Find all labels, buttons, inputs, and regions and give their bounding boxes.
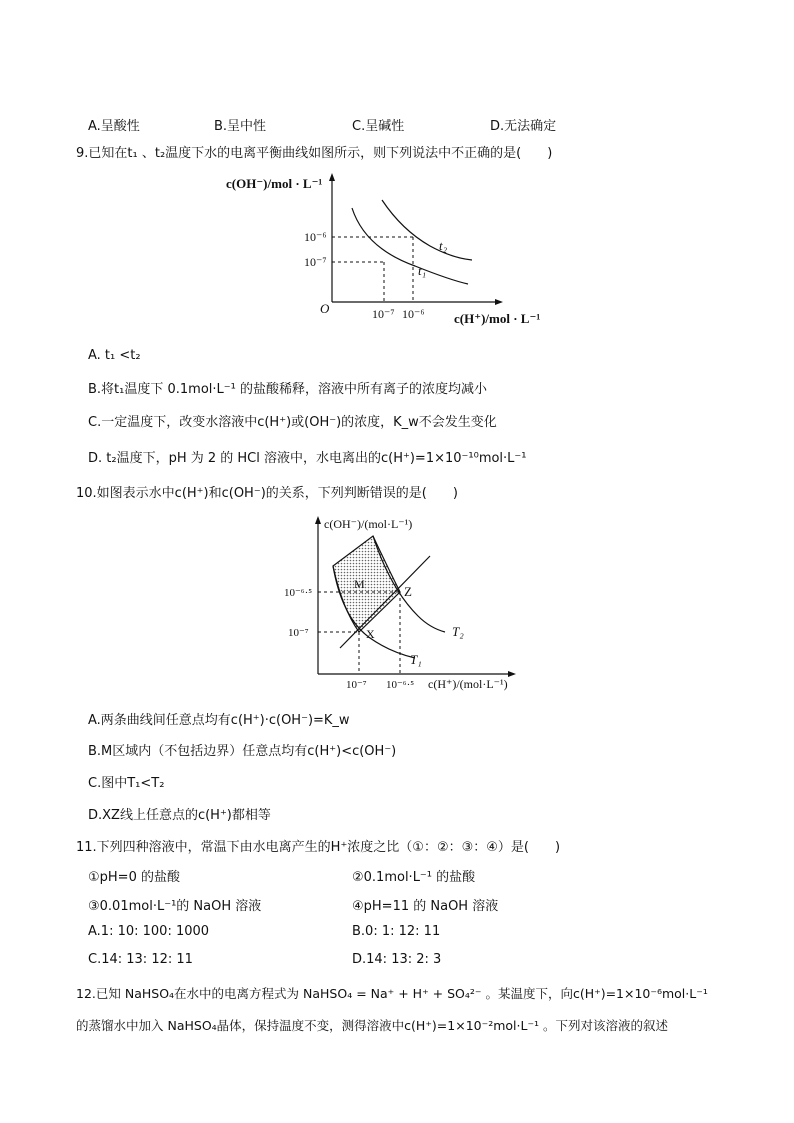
q9-option-b: B.将t₁温度下 0.1mol·L⁻¹ 的盐酸稀释，溶液中所有离子的浓度均减小 xyxy=(88,382,487,397)
fig9-y-tick-2: 10⁻⁷ xyxy=(304,255,327,269)
fig10-y-arrow xyxy=(315,516,321,524)
q9-option-d: D. t₂温度下，pH 为 2 的 HCl 溶液中，水电离出的c(H⁺)=1×10⁻¹⁰mol·L⁻¹ xyxy=(88,451,527,466)
q10-option-a: A.两条曲线间任意点均有c(H⁺)·c(OH⁻)=K_w xyxy=(88,713,350,728)
q9-option-c: C.一定温度下，改变水溶液中c(H⁺)或(OH⁻)的浓度，K_w不会发生变化 xyxy=(88,415,497,430)
fig9-y-tick-1: 10⁻⁶ xyxy=(304,230,327,244)
q11-option-d: D.14: 13: 2: 3 xyxy=(352,952,442,967)
fig9-curve-t1 xyxy=(352,208,468,284)
q8-option-b: B.呈中性 xyxy=(214,119,267,134)
fig10-point-x: X xyxy=(366,627,375,641)
q11-item-1: ①pH=0 的盐酸 xyxy=(88,870,180,885)
q11-option-b: B.0: 1: 12: 11 xyxy=(352,924,441,939)
q10-option-d: D.XZ线上任意点的c(H⁺)都相等 xyxy=(88,808,271,823)
fig10-x-arrow xyxy=(508,671,516,677)
q12-line-2: 的蒸馏水中加入 NaHSO₄晶体，保持温度不变，测得溶液中c(H⁺)=1×10⁻²mol·L⁻¹ 。下列对该溶液的叙述 xyxy=(76,1018,669,1033)
fig10-point-z: Z xyxy=(404,584,412,599)
q11-stem: 11.下列四种溶液中，常温下由水电离产生的H⁺浓度之比（①：②：③：④）是( ) xyxy=(76,840,561,855)
fig9-y-arrow xyxy=(329,173,335,181)
fig9-label-t2: t₂ xyxy=(439,238,448,253)
fig10-y-tick-1: 10⁻⁶·⁵ xyxy=(284,587,313,599)
fig9-label-t1: t₁ xyxy=(418,263,427,278)
fig9-x-tick-2: 10⁻⁶ xyxy=(402,307,425,321)
fig10-label-t2: T₂ xyxy=(452,624,464,639)
q11-option-c: C.14: 13: 12: 11 xyxy=(88,952,193,967)
fig9-x-arrow xyxy=(495,299,503,305)
fig10-y-axis-label: c(OH⁻)/(mol·L⁻¹) xyxy=(324,517,413,531)
fig9-origin: O xyxy=(320,301,330,316)
q11-option-a: A.1: 10: 100: 1000 xyxy=(88,924,210,939)
q10-figure xyxy=(280,508,530,692)
fig9-x-axis-label: c(H⁺)/mol · L⁻¹ xyxy=(454,311,541,326)
q11-item-4: ④pH=11 的 NaOH 溶液 xyxy=(352,899,499,914)
fig10-point-m: M xyxy=(354,577,365,591)
q11-item-3: ③0.01mol·L⁻¹的 NaOH 溶液 xyxy=(88,899,262,914)
q8-option-a: A.呈酸性 xyxy=(88,119,140,134)
fig10-x-axis-label: c(H⁺)/(mol·L⁻¹) xyxy=(428,677,508,691)
q9-figure xyxy=(220,168,560,328)
fig9-x-tick-1: 10⁻⁷ xyxy=(372,307,395,321)
fig10-x-tick-2: 10⁻⁶·⁵ xyxy=(386,679,415,691)
q8-option-d: D.无法确定 xyxy=(490,119,557,134)
fig9-curve-t2 xyxy=(382,200,472,260)
q12-line-1: 12.已知 NaHSO₄在水中的电离方程式为 NaHSO₄ = Na⁺ + H⁺ + SO₄²⁻ 。某温度下，向c(H⁺)=1×10⁻⁶mol·L⁻¹ xyxy=(76,986,708,1001)
q10-option-c: C.图中T₁<T₂ xyxy=(88,776,165,791)
fig10-x-tick-1: 10⁻⁷ xyxy=(346,679,367,691)
q9-option-a: A. t₁ <t₂ xyxy=(88,348,141,363)
fig10-label-t1: T₁ xyxy=(410,652,422,667)
q10-stem: 10.如图表示水中c(H⁺)和c(OH⁻)的关系，下列判断错误的是( ) xyxy=(76,486,458,501)
q8-option-c: C.呈碱性 xyxy=(352,119,405,134)
fig10-y-tick-2: 10⁻⁷ xyxy=(288,627,309,639)
fig9-y-axis-label: c(OH⁻)/mol · L⁻¹ xyxy=(226,176,323,191)
q10-option-b: B.M区域内（不包括边界）任意点均有c(H⁺)<c(OH⁻) xyxy=(88,744,397,759)
q11-item-2: ②0.1mol·L⁻¹ 的盐酸 xyxy=(352,870,476,885)
fig10-region-m xyxy=(333,536,400,632)
q9-stem: 9.已知在t₁ 、t₂温度下水的电离平衡曲线如图所示，则下列说法中不正确的是( ) xyxy=(76,146,553,161)
